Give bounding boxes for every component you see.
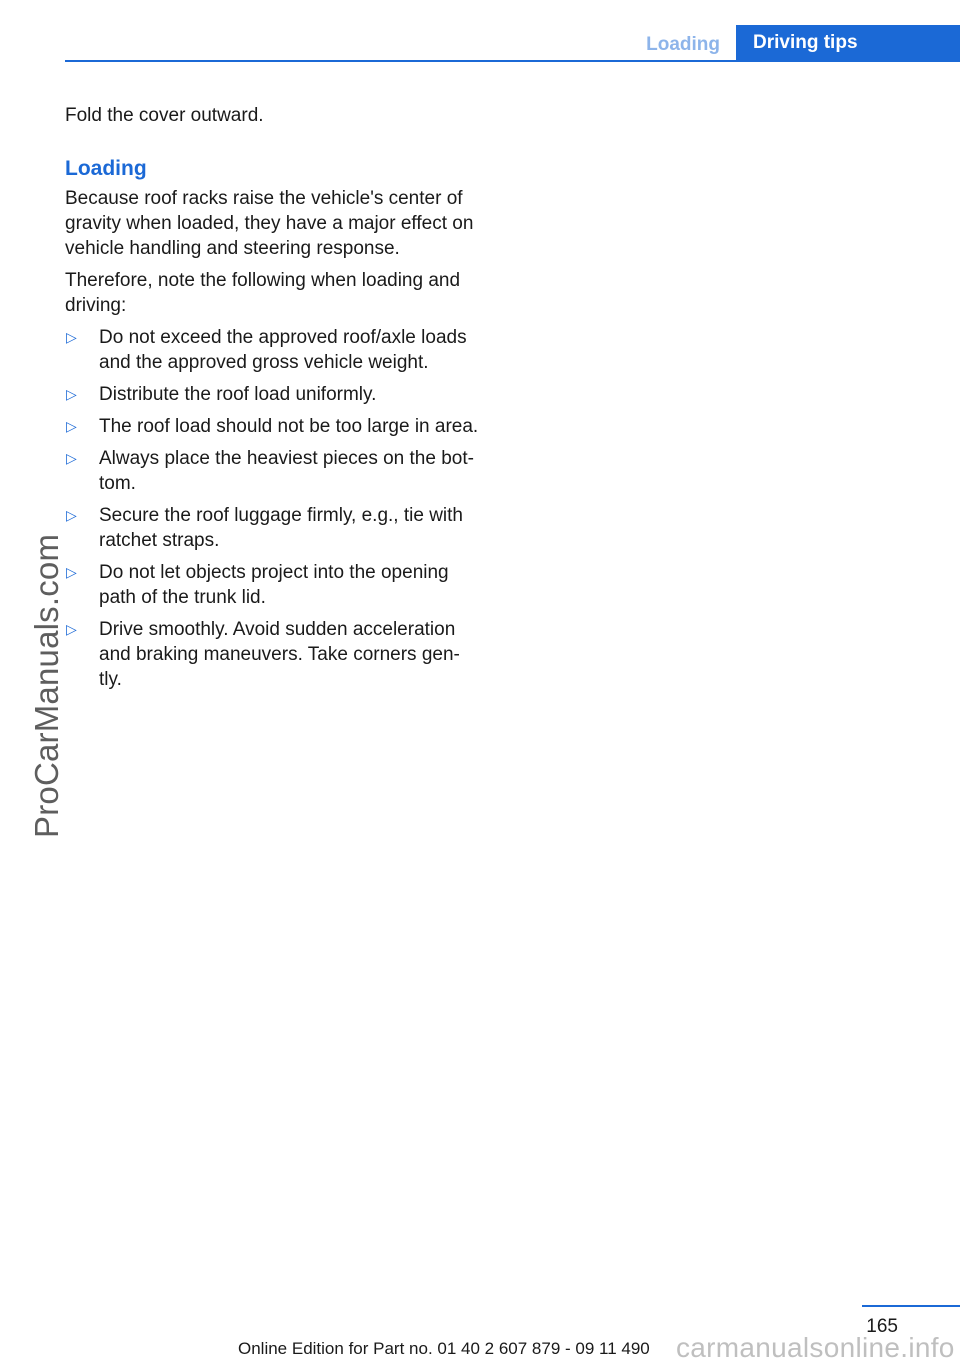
header-chapter-tab: Driving tips xyxy=(736,25,960,61)
triangle-bullet-icon: ▷ xyxy=(66,450,77,466)
list-item xyxy=(65,414,482,439)
footer-edition-text: Online Edition for Part no. 01 40 2 607 879 - 09 11 490 xyxy=(238,1339,650,1358)
section-heading: Loading xyxy=(65,157,147,180)
list-item xyxy=(65,617,482,692)
paragraph: Because roof racks raise the vehicle's center of gravity when loaded, they have a major effect on vehicle handling and steering response. xyxy=(65,188,474,259)
paragraph: Therefore, note the following when loading and driving: xyxy=(65,270,461,316)
list-item-text: The roof load should not be too large in area. xyxy=(99,416,479,437)
header-section-label: Loading xyxy=(646,34,720,55)
list-item xyxy=(65,503,482,553)
triangle-bullet-icon: ▷ xyxy=(66,329,77,345)
list-item xyxy=(65,446,482,496)
triangle-bullet-icon: ▷ xyxy=(66,386,77,402)
bullet-list xyxy=(65,325,482,692)
list-item-text: Drive smoothly. Avoid sudden acceleration and braking maneuvers. Take corners gen‐tly. xyxy=(99,619,460,690)
list-item xyxy=(65,382,482,407)
footer-site-watermark: carmanualsonline.info xyxy=(676,1332,955,1362)
footer-rule xyxy=(862,1305,960,1307)
side-watermark: ProCarManuals.com xyxy=(28,533,65,838)
page-number: 165 xyxy=(866,1316,898,1337)
list-item-text: Secure the roof luggage firmly, e.g., tie with ratchet straps. xyxy=(99,505,463,551)
list-item-text: Do not let objects project into the opening path of the trunk lid. xyxy=(99,562,449,608)
list-item-text: Distribute the roof load uniformly. xyxy=(99,384,377,405)
triangle-bullet-icon: ▷ xyxy=(66,621,77,637)
list-item-text: Do not exceed the approved roof/axle loads and the approved gross vehicle weight. xyxy=(99,327,467,373)
triangle-bullet-icon: ▷ xyxy=(66,418,77,434)
header-rule xyxy=(65,60,960,62)
list-item xyxy=(65,325,482,375)
main-content xyxy=(65,103,482,699)
list-item xyxy=(65,560,482,610)
intro-text: Fold the cover outward. xyxy=(65,105,264,126)
list-item-text: Always place the heaviest pieces on the bot‐tom. xyxy=(99,448,474,494)
triangle-bullet-icon: ▷ xyxy=(66,564,77,580)
triangle-bullet-icon: ▷ xyxy=(66,507,77,523)
